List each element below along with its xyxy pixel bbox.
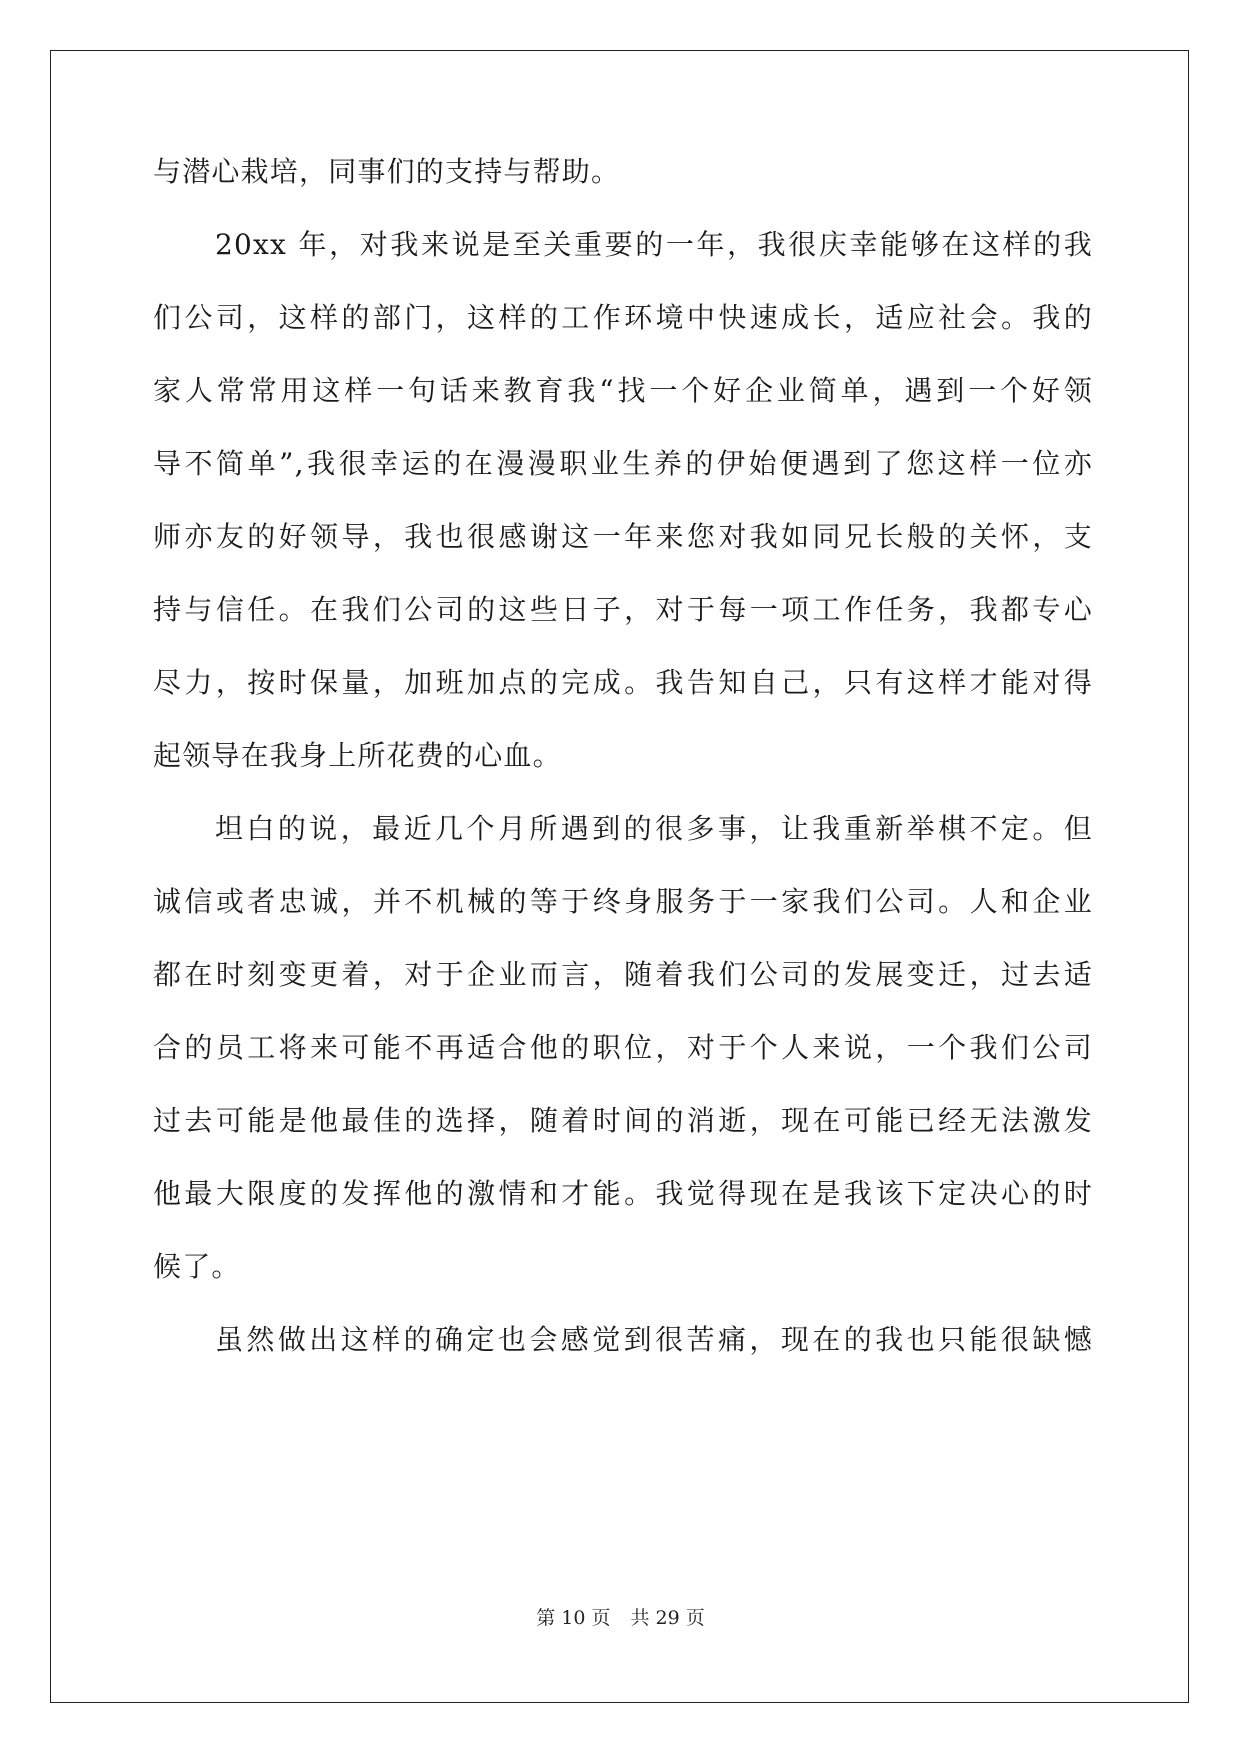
- text-line: 家人常常用这样一句话来教育我“找一个好企业简单，遇到一个好领: [153, 374, 1093, 407]
- page-number-current: 第 10 页: [536, 1607, 611, 1629]
- text-line: 过去可能是他最佳的选择，随着时间的消逝，现在可能已经无法激发: [153, 1104, 1093, 1137]
- text-line: 持与信任。在我们公司的这些日子，对于每一项工作任务，我都专心: [153, 593, 1093, 626]
- text-line: 师亦友的好领导，我也很感谢这一年来您对我如同兄长般的关怀，支: [153, 520, 1093, 553]
- text-line: 尽力，按时保量，加班加点的完成。我告知自己，只有这样才能对得: [153, 666, 1093, 699]
- text-line: 诚信或者忠诚，并不机械的等于终身服务于一家我们公司。人和企业: [153, 885, 1093, 918]
- text-line: 都在时刻变更着，对于企业而言，随着我们公司的发展变迁，过去适: [153, 958, 1093, 991]
- text-line: 与潜心栽培，同事们的支持与帮助。: [153, 155, 621, 188]
- page-border: [50, 50, 1189, 1703]
- page-footer: [0, 1606, 1241, 1630]
- text-line: 们公司，这样的部门，这样的工作环境中快速成长，适应社会。我的: [153, 301, 1093, 334]
- text-line: 候了。: [153, 1250, 241, 1283]
- page-number-total: 共 29 页: [630, 1607, 705, 1629]
- text-line: 合的员工将来可能不再适合他的职位，对于个人来说，一个我们公司: [153, 1031, 1093, 1064]
- text-line: 坦白的说，最近几个月所遇到的很多事，让我重新举棋不定。但: [215, 812, 1093, 845]
- text-line: 他最大限度的发挥他的激情和才能。我觉得现在是我该下定决心的时: [153, 1177, 1093, 1210]
- text-line: 起领导在我身上所花费的心血。: [153, 739, 562, 772]
- text-line: 导不简单”,我很幸运的在漫漫职业生养的伊始便遇到了您这样一位亦: [153, 447, 1093, 480]
- text-line: 虽然做出这样的确定也会感觉到很苦痛，现在的我也只能很缺憾: [215, 1323, 1093, 1356]
- text-line: 20xx 年，对我来说是至关重要的一年，我很庆幸能够在这样的我: [215, 228, 1093, 261]
